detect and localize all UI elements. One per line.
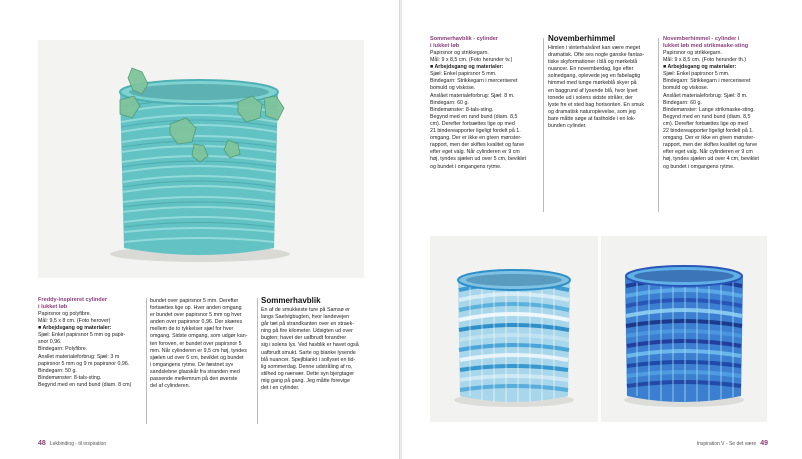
dark-blue-basket-image: [601, 236, 767, 422]
light-blue-cylinder-photo: [430, 236, 598, 422]
article-sommerhavblik-title: Sommerhavblik: [261, 296, 321, 305]
right-folio: [693, 440, 768, 447]
column-divider: [146, 298, 147, 424]
column-divider: [543, 38, 544, 212]
left-page: [0, 0, 400, 459]
light-blue-basket-image: [430, 236, 598, 422]
article-sommerhavblik: Sommerhavblik En af de smukkeste ture på Samsø er langs Saelvigbugten, hvor landevejen går tæt på strandkanten over en straek- ning på fire kilometer. Udsigten ud over bugten; havet der uafbrudt forandrer sig i solens lys. Ved havblik er havet også uafbrudt smukt. Sarte og blanke lysende blå nuancer. Spejlblankt i sollyset en tid- lig sommerdag. Denne udstråling af ro, stilhed og nærvær. Dette syn bjergtager mig gang på gang. Jeg måtte forevige det i en cylinder.: [261, 296, 367, 392]
article-novemberhimmel: Novemberhimmel Himlen i vinterhalvåret kan være meget dramatisk. Ofte ses nogle ganske fantas- tiske skyformationer i blå og mørkeblå nuancer. En novemberdag, lige efter solnedgang, oplevede jeg en fabelagtig himmel med tunge mørkeblå skyer på en baggrund af lysende blå, hvor lyset tonede ud i solens sidste stråler, der lyste fre et sted bag horisonten. En smuk og dramatisk naturoplevelse, som jeg bare måtte søge at fastholde i en lok- bunden cylinder.: [548, 34, 656, 130]
turquoise-cylinder-photo: [38, 40, 364, 278]
article-sommerhavblik-cylinder-title: Sommerhavblik - cylinder i lukket løb: [430, 36, 499, 49]
article-novemberhimmel-cylinder: Novemberhimmel - cylinder i lukket løb med strikmaske-sting Papirsnor og strikkegarn. Mål: 9 x 8,5 cm. (Foto herunder th.) ■ Arbejdsgang og materialer: Sjæl: Enkel papirsnor 5 mm. Bindegarn: Strikkegarn i merceriseret bomuld og viskose. Anslået materialeforbrug: Sjæl: 8 m. Bindegarn: 60 g. Bindemønster: Lange strikmaske-sting. Begynd med en rund bund (diam. 8,5 cm). Derefter fortsættes lige op med 22 bindereapporter ligeligt fordelt på 1. omgang. Der er ikke en given mønster- rapport, men der skiftes kvalitet og farve efter eget valg. Når cylinderen er 9 cm høj, tyndes sjælen ud over 4 cm, beviklet og bundet i omgangens rytme.: [663, 36, 775, 171]
running-footer: Lekbinding - til inspiration: [49, 441, 107, 447]
left-folio: [38, 440, 110, 447]
column-divider: [257, 298, 258, 424]
page-number: 48: [38, 440, 46, 447]
page-number: 49: [760, 440, 768, 447]
turquoise-basket-image: [38, 40, 364, 278]
dark-blue-cylinder-photo: [601, 236, 767, 422]
article-freddy: Freddy-inspireret cylinder i lukket løb Papirsnor og polyfibre. Mål: 9,5 x 8 cm. (Foto herover) ■ Arbejdsgang og materialer: Sjæl: Enkel papirsnor 5 mm og papir- snor 0,96. Bindegarn: Polyfibre. Ansllet materialeforbrug: Sjæl: 3 m papirsnor 5 mm og 9 m papirsnor 0,96. Bindegarn: 50 g. Bindemønster: 8-tals-sting. Begynd med en rund bund (diam. 8 cm): [38, 297, 144, 389]
article-freddy-continued: bundet over papirsnor 5 mm. Derefter fortsættes lige op. Hver anden omgang er bundet over papirsnor 5 mm og hver anden over papirsnor 0,96. Der skæres mellem de to tykkelser sjæl for hver omgang. Sidste omgang, som udgør kan- ten foroven, er bundet over papirsnor 5 mm. Når cylinderen er 9,5 cm høj, tyndes sjælen ud over 6 cm, beviklet og bundet i omgangens rytme. De fæstnet syv sandslebne glasskår fra stranden med passende mellemrum på den øverste del af cylinderen.: [150, 298, 248, 390]
running-footer: Inspiration V - Se det være: [696, 441, 757, 447]
right-page: [402, 0, 802, 459]
article-freddy-title: Freddy-inspireret cylinder i lukket løb: [38, 297, 108, 310]
article-sommerhavblik-cylinder: Sommerhavblik - cylinder i lukket løb Papirsnor og strikkegarn. Mål: 9 x 8,5 cm. (Foto herunder tv.) ■ Arbejdsgang og materialer: Sjæl: Enkel papirsnor 5 mm. Bindegarn: Strikkegarn i merceriseret bomuld og viskose. Anslået materialeforbrug: Sjæl: 8 m. Bindegarn: 60 g. Bindemønster: 8-tals-sting. Begynd med en rund bund (diam. 8,5 cm). Derefter fortsættes lige op med 21 bindereapporter ligeligt fordelt på 1. omgang. Der er ikke en given mønster- rapport, men der skiftes kvalitet og farve efter eget valg. Når cylinderen er 9 cm høj, tyndes sjælen ud over 5 cm, beviklet og bundet i omgangens rytme.: [430, 36, 540, 171]
article-novemberhimmel-cylinder-title: Novemberhimmel - cylinder i lukket løb med strikmaske-sting: [663, 36, 749, 49]
column-divider: [658, 38, 659, 212]
article-novemberhimmel-title: Novemberhimmel: [548, 34, 616, 43]
